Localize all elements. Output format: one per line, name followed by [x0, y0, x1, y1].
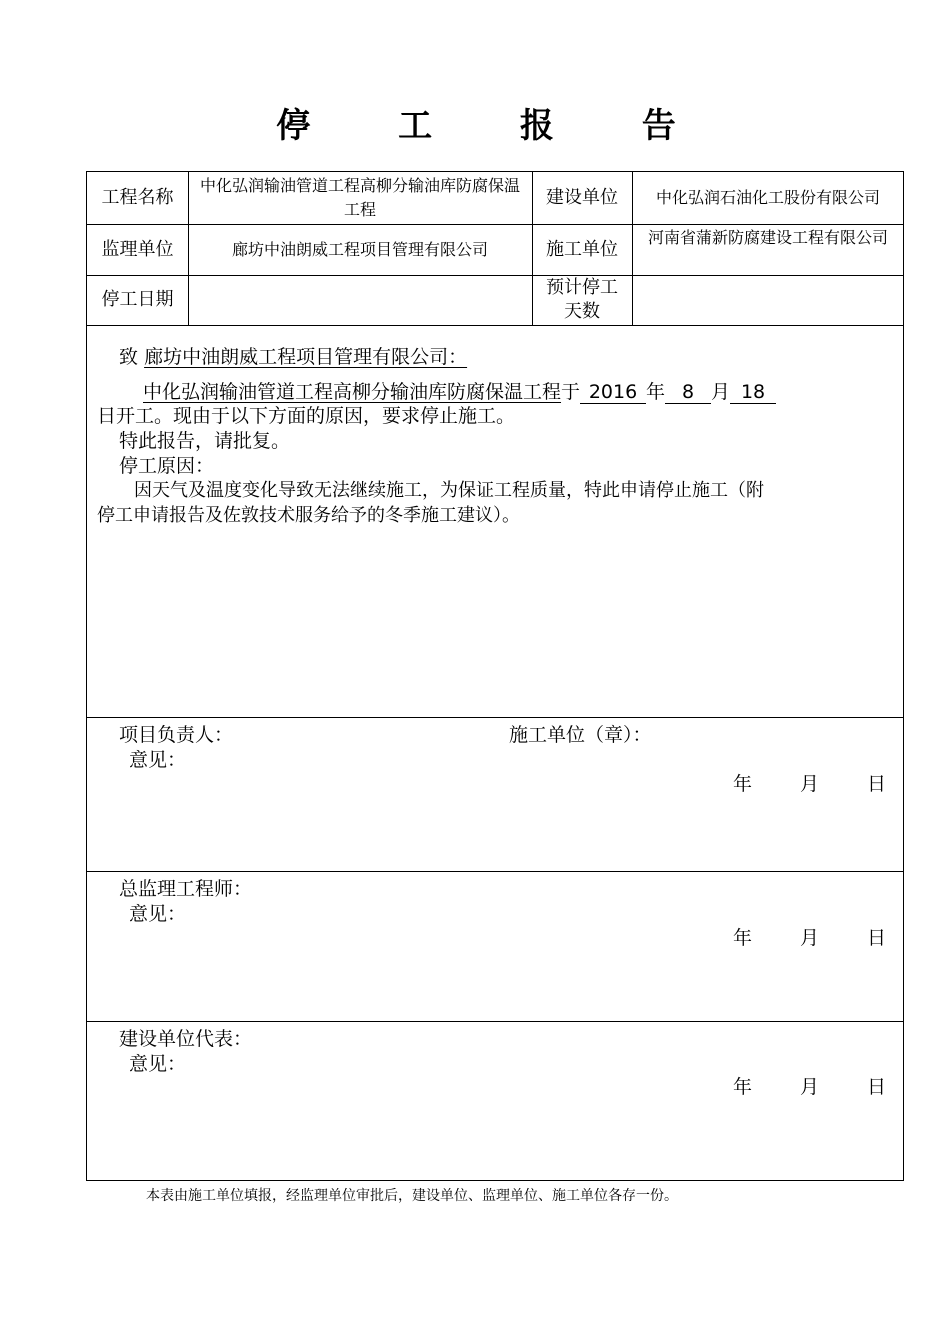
stop-date-value[interactable]: [188, 275, 532, 325]
start-day: 18: [730, 381, 776, 404]
reason-line-2: 停工申请报告及佐敦技术服务给予的冬季施工建议）。: [97, 505, 520, 526]
est-days-value[interactable]: [632, 275, 904, 325]
start-year: 2016: [580, 381, 646, 404]
project-name-value[interactable]: 中化弘润输油管道工程高柳分输油库防腐保温工程: [199, 176, 520, 219]
supervisor-label: 监理单位: [101, 238, 174, 260]
owner-value[interactable]: 中化弘润石油化工股份有限公司: [655, 188, 880, 207]
row-divider: [87, 717, 903, 718]
row-divider: [87, 1021, 903, 1022]
start-line-2: 日开工。现由于以下方面的原因，要求停止施工。: [97, 405, 516, 427]
contractor-seal-label: 施工单位（章）：: [509, 724, 652, 746]
stop-date-label: 停工日期: [101, 289, 174, 310]
contractor-value[interactable]: 河南省蒲新防腐建设工程有限公司: [647, 228, 888, 247]
project-manager-label: 项目负责人：: [119, 724, 234, 746]
year-unit: 年: [646, 381, 666, 403]
opinion-label: 意见：: [129, 903, 187, 925]
date-month: 月: [800, 927, 820, 949]
contractor-label: 施工单位: [546, 238, 618, 260]
page-title: 停 工 报 告: [276, 106, 714, 146]
project-name-label: 工程名称: [101, 187, 174, 208]
date-day: 日: [867, 927, 887, 949]
date-day: 日: [867, 773, 887, 795]
addressee-prefix: 致: [119, 346, 139, 368]
date-month: 月: [800, 773, 820, 795]
reason-line-1: 因天气及温度变化导致无法继续施工，为保证工程质量，特此申请停止施工（附: [134, 480, 764, 501]
reason-label: 停工原因：: [119, 455, 215, 477]
start-date-line: [143, 377, 776, 404]
footer-note: 本表由施工单位填报，经监理单位审批后，建设单位、监理单位、施工单位各存一份。: [146, 1188, 678, 1204]
report-form: [86, 171, 904, 1181]
owner-label: 建设单位: [546, 187, 618, 208]
date-month: 月: [800, 1076, 820, 1098]
row-divider: [87, 325, 903, 326]
date-year: 年: [733, 773, 753, 795]
date-year: 年: [733, 1076, 753, 1098]
row-divider: [87, 871, 903, 872]
date-day: 日: [867, 1076, 887, 1098]
request-line: 特此报告，请批复。: [119, 430, 291, 452]
yu-text: 于: [561, 381, 581, 403]
project-reference: 中化弘润输油管道工程高柳分输油库防腐保温工程: [143, 381, 562, 403]
opinion-label: 意见：: [129, 749, 187, 771]
supervisor-value[interactable]: 廊坊中油朗威工程项目管理有限公司: [231, 239, 488, 259]
month-unit: 月: [711, 381, 731, 403]
addressee-name: 廊坊中油朗威工程项目管理有限公司：: [144, 346, 468, 368]
start-month: 8: [665, 381, 711, 404]
chief-supervisor-label: 总监理工程师：: [119, 878, 253, 900]
date-year: 年: [733, 927, 753, 949]
opinion-label: 意见：: [129, 1053, 187, 1075]
addressee-line: [119, 342, 467, 369]
est-days-label: 预计停工天数: [546, 277, 618, 322]
owner-representative-label: 建设单位代表：: [119, 1028, 253, 1050]
